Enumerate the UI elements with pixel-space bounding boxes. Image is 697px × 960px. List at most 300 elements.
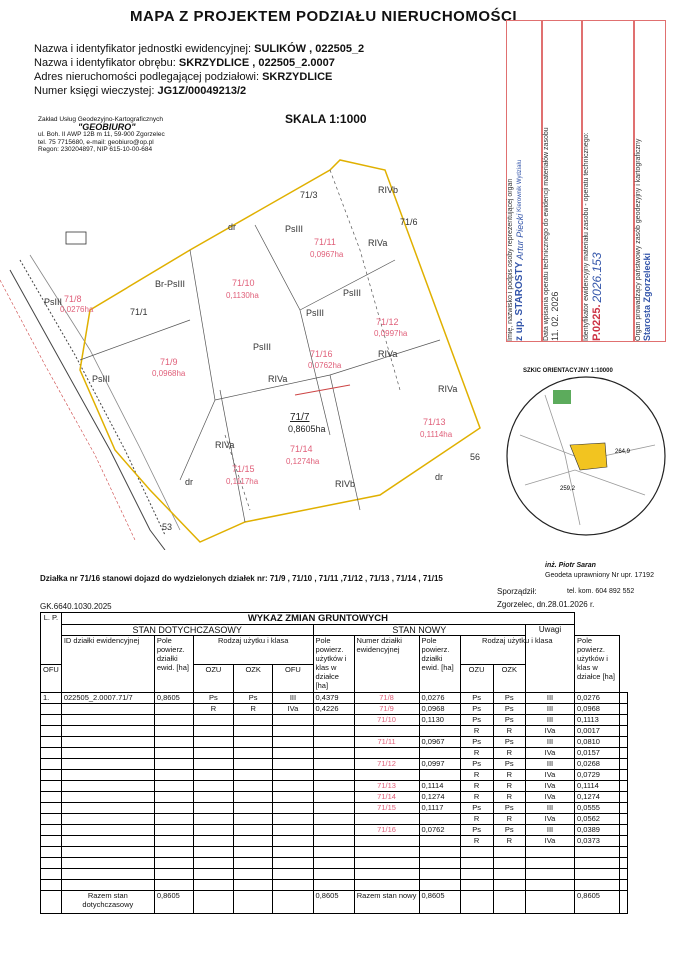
table-cell — [193, 869, 233, 880]
table-row — [41, 770, 628, 781]
table-cell — [354, 847, 419, 858]
table-cell — [460, 880, 493, 891]
map-label: 71/1 — [130, 307, 148, 317]
table-cell — [526, 858, 575, 869]
table-cell: R — [234, 704, 273, 715]
table-cell: Ps — [460, 693, 493, 704]
col-header-use: Rodzaj użytku i klasa — [193, 636, 313, 665]
table-cell: 0,4226 — [313, 704, 354, 715]
sum-old-label: Razem stan dotychczasowy — [61, 891, 154, 914]
table-cell — [620, 847, 628, 858]
table-cell — [575, 869, 620, 880]
table-cell — [419, 814, 460, 825]
table-row — [41, 825, 628, 836]
table-row — [41, 781, 628, 792]
table-cell — [313, 869, 354, 880]
sum-new-area: 0,8605 — [419, 891, 460, 914]
table-cell — [154, 803, 193, 814]
table-cell — [61, 770, 154, 781]
parcel-number: 71/11 — [314, 237, 336, 247]
table-cell — [61, 847, 154, 858]
table-cell — [273, 880, 313, 891]
table-cell — [154, 704, 193, 715]
table-cell — [193, 781, 233, 792]
table-cell: R — [460, 814, 493, 825]
col-header-new-use-area: Pole powierz. użytków i klas w działce [ha] — [575, 636, 620, 693]
table-cell: R — [493, 726, 525, 737]
parcel-area: 0,0968ha — [152, 369, 186, 378]
sketch-title: SZKIC ORIENTACYJNY 1:10000 — [523, 368, 613, 374]
table-row — [41, 726, 628, 737]
col-header-remarks: Uwagi — [526, 625, 575, 693]
table-cell — [193, 836, 233, 847]
office-name: "GEOBIURO" — [78, 121, 136, 132]
table-cell: IVa — [526, 726, 575, 737]
parcel-area: 0,1274ha — [286, 457, 320, 466]
table-row — [41, 858, 628, 869]
table-cell — [234, 792, 273, 803]
table-cell — [61, 836, 154, 847]
table-cell: Ps — [460, 715, 493, 726]
table-cell — [193, 814, 233, 825]
table-cell — [41, 726, 62, 737]
table-row — [41, 748, 628, 759]
sketch-height: 259,2 — [560, 486, 576, 492]
parcel-number: 71/8 — [64, 294, 82, 304]
table-cell — [354, 748, 419, 759]
case-number: GK.6640.1030.2025 — [40, 602, 112, 611]
table-cell — [154, 759, 193, 770]
table-cell: 71/8 — [354, 693, 419, 704]
table-cell — [273, 858, 313, 869]
map-label: RIVa — [215, 440, 235, 450]
map-label: 71/3 — [300, 190, 318, 200]
table-cell — [273, 792, 313, 803]
sum-new-use-area: 0,8605 — [575, 891, 620, 914]
map-label: 53 — [162, 522, 173, 532]
table-cell: R — [460, 792, 493, 803]
table-cell — [273, 781, 313, 792]
col-header-ofu: OFU — [41, 664, 62, 693]
main-parcel-number: 71/7 — [290, 412, 310, 423]
table-cell — [620, 792, 628, 803]
table-cell — [193, 770, 233, 781]
table-cell — [313, 715, 354, 726]
table-cell — [154, 880, 193, 891]
map-label: PsIII — [343, 288, 362, 298]
table-cell — [313, 825, 354, 836]
table-cell — [620, 693, 628, 704]
table-cell — [620, 715, 628, 726]
table-cell: 0,1114 — [419, 781, 460, 792]
table-cell — [620, 770, 628, 781]
table-cell — [273, 803, 313, 814]
table-cell — [61, 803, 154, 814]
table-cell — [61, 880, 154, 891]
table-cell: IVa — [526, 770, 575, 781]
table-cell — [273, 726, 313, 737]
table-cell: R — [460, 770, 493, 781]
table-cell — [154, 836, 193, 847]
parcel-area: 0,0762ha — [308, 361, 342, 370]
table-cell — [61, 869, 154, 880]
table-cell — [620, 880, 628, 891]
table-cell — [193, 880, 233, 891]
stamp-signature: Imię, nazwisko i podpis osoby reprezentującej organ z up. STAROSTY Artur Piecki Kierownik Wydziału — [506, 20, 542, 342]
table-cell: 71/16 — [354, 825, 419, 836]
table-cell — [419, 836, 460, 847]
table-cell — [273, 748, 313, 759]
table-cell — [154, 814, 193, 825]
col-header-new-area: Pole powierz. działki ewid. [ha] — [419, 636, 460, 693]
office-line: Zakład Usług Geodezyjno-Kartograficznych — [38, 116, 164, 123]
parcel-number: 71/16 — [310, 349, 333, 359]
table-cell — [273, 847, 313, 858]
table-cell — [61, 704, 154, 715]
table-cell: IVa — [526, 781, 575, 792]
stamp-date: Data wpisania operatu technicznego do ewidencji materiałów zasobu 11. 02. 2026 — [542, 20, 582, 342]
table-cell: III — [526, 759, 575, 770]
table-cell: Ps — [493, 825, 525, 836]
table-cell: Ps — [493, 759, 525, 770]
table-cell: 0,8605 — [154, 693, 193, 704]
table-row — [41, 814, 628, 825]
table-cell — [620, 759, 628, 770]
table-cell — [61, 748, 154, 759]
table-cell: R — [493, 836, 525, 847]
table-cell: 71/13 — [354, 781, 419, 792]
map-label: Br-PsIII — [155, 279, 186, 289]
table-cell: Ps — [493, 704, 525, 715]
table-cell: 0,0762 — [419, 825, 460, 836]
parcel-number: 71/9 — [160, 357, 178, 367]
table-cell — [234, 880, 273, 891]
table-cell — [193, 792, 233, 803]
map-label: PsIII — [92, 374, 111, 384]
main-parcel-area: 0,8605ha — [288, 424, 326, 434]
surveyor-name: inż. Piotr Saran — [545, 562, 596, 569]
table-cell — [61, 759, 154, 770]
table-cell: Ps — [234, 693, 273, 704]
table-cell — [313, 748, 354, 759]
table-cell — [313, 803, 354, 814]
table-cell: IVa — [526, 748, 575, 759]
table-cell: 71/12 — [354, 759, 419, 770]
parcel-area: 0,1117ha — [226, 477, 259, 486]
table-cell: III — [526, 803, 575, 814]
table-cell — [234, 770, 273, 781]
table-cell — [460, 847, 493, 858]
table-cell — [354, 836, 419, 847]
table-cell — [154, 847, 193, 858]
table-cell: III — [526, 825, 575, 836]
table-cell — [419, 880, 460, 891]
table-cell — [273, 869, 313, 880]
table-cell — [193, 759, 233, 770]
table-cell — [41, 770, 62, 781]
map-label: dr — [185, 477, 194, 487]
table-cell — [154, 726, 193, 737]
sum-old-area: 0,8605 — [154, 891, 193, 914]
table-cell: 0,0389 — [575, 825, 620, 836]
table-cell — [620, 781, 628, 792]
table-cell: 0,0968 — [575, 704, 620, 715]
table-cell — [234, 836, 273, 847]
table-cell: R — [460, 836, 493, 847]
table-cell: IVa — [526, 792, 575, 803]
table-cell — [493, 858, 525, 869]
col-header-area: Pole powierz. działki ewid. [ha] — [154, 636, 193, 693]
unit-value: SULIKÓW , 022505_2 — [254, 43, 365, 55]
map-label: PsIII — [44, 297, 63, 307]
table-cell: 022505_2.0007.71/7 — [61, 693, 154, 704]
parcel-number: 71/15 — [232, 464, 255, 474]
table-cell — [313, 759, 354, 770]
table-cell — [313, 880, 354, 891]
table-cell — [61, 792, 154, 803]
table-cell — [41, 803, 62, 814]
table-cell: 1. — [41, 693, 62, 704]
table-cell — [41, 715, 62, 726]
table-cell: 0,0268 — [575, 759, 620, 770]
table-cell — [575, 847, 620, 858]
sum-new-label: Razem stan nowy — [354, 891, 419, 914]
table-cell — [620, 748, 628, 759]
map-label: PsIII — [285, 224, 304, 234]
table-cell — [154, 748, 193, 759]
prepared-by-label: Sporządził: — [497, 587, 537, 596]
table-cell — [273, 814, 313, 825]
table-cell — [493, 869, 525, 880]
map-label: RIVa — [268, 374, 288, 384]
table-cell: 0,1117 — [419, 803, 460, 814]
table-cell — [41, 836, 62, 847]
parcel-area: 0,0967ha — [310, 250, 344, 259]
table-cell — [313, 770, 354, 781]
table-cell — [234, 759, 273, 770]
table-cell: III — [526, 704, 575, 715]
table-cell: R — [493, 748, 525, 759]
table-cell: Ps — [460, 803, 493, 814]
table-cell: R — [460, 748, 493, 759]
table-cell — [354, 814, 419, 825]
document-title: MAPA Z PROJEKTEM PODZIAŁU NIERUCHOMOŚCI — [130, 8, 518, 25]
col-header-ozu: OZU — [193, 664, 233, 693]
scale-label: SKALA 1:1000 — [285, 112, 367, 126]
table-cell — [154, 781, 193, 792]
table-cell — [354, 726, 419, 737]
table-cell: IVa — [526, 836, 575, 847]
table-cell — [41, 869, 62, 880]
address-row: Adres nieruchomości podlegającej podziałowi: SKRZYDLICE — [34, 71, 333, 83]
table-cell — [234, 781, 273, 792]
table-cell — [313, 792, 354, 803]
table-cell — [273, 715, 313, 726]
place-date: Zgorzelec, dn.28.01.2026 r. — [497, 600, 595, 609]
table-cell: Ps — [493, 693, 525, 704]
table-cell — [419, 726, 460, 737]
stamp-organ: Organ prowadzący państwowy zasób geodezyjny i kartograficzny Starosta Zgorzelecki — [634, 20, 666, 342]
office-block — [38, 116, 248, 154]
table-cell — [234, 825, 273, 836]
map-label: RIVa — [368, 238, 388, 248]
stamp-identifier: Identyfikator ewidencyjny materiału zasobu - operatu technicznego: P.0225. 2026.153 — [582, 20, 634, 342]
table-cell: 71/9 — [354, 704, 419, 715]
table-cell: R — [493, 814, 525, 825]
table-cell — [154, 715, 193, 726]
table-cell — [419, 748, 460, 759]
table-cell — [193, 825, 233, 836]
table-cell: 0,0373 — [575, 836, 620, 847]
col-header-new-use: Rodzaj użytku i klasa — [460, 636, 574, 665]
table-cell: Ps — [460, 759, 493, 770]
sketch-height: 264,9 — [615, 449, 631, 455]
table-cell — [273, 825, 313, 836]
table-cell: Ps — [460, 704, 493, 715]
table-cell: R — [193, 704, 233, 715]
table-cell — [313, 814, 354, 825]
table-cell — [234, 715, 273, 726]
table-cell — [273, 836, 313, 847]
table-cell — [41, 704, 62, 715]
registration-stamp — [506, 20, 666, 340]
col-header-ozu: OZU — [460, 664, 493, 693]
table-cell — [193, 737, 233, 748]
parcel-number: 71/10 — [232, 278, 255, 288]
table-cell — [61, 737, 154, 748]
table-row — [41, 869, 628, 880]
map-label: dr — [435, 472, 444, 482]
table-cell: Ps — [460, 825, 493, 836]
col-header-new-number: Numer działki ewidencyjnej — [354, 636, 419, 693]
parcel-map — [0, 150, 500, 550]
table-cell — [620, 803, 628, 814]
table-cell — [41, 781, 62, 792]
table-cell: R — [460, 726, 493, 737]
parcel-number: 71/12 — [376, 317, 399, 327]
table-cell: III — [526, 737, 575, 748]
table-cell — [234, 748, 273, 759]
table-cell — [61, 726, 154, 737]
table-cell: III — [526, 715, 575, 726]
col-header-lp: L. P. — [41, 613, 62, 665]
table-cell: IVa — [273, 704, 313, 715]
col-header-ofu: OFU — [273, 664, 313, 693]
table-cell — [419, 847, 460, 858]
table-cell — [273, 759, 313, 770]
table-cell — [313, 847, 354, 858]
table-cell — [234, 858, 273, 869]
map-label: 71/6 — [400, 217, 418, 227]
parcel-area: 0,1130ha — [226, 291, 259, 300]
table-cell — [234, 814, 273, 825]
map-label: RIVb — [335, 479, 356, 489]
table-cell: 0,0555 — [575, 803, 620, 814]
table-cell — [273, 737, 313, 748]
table-cell — [620, 869, 628, 880]
obreb-value: SKRZYDLICE , 022505_2.0007 — [178, 57, 335, 69]
table-cell — [575, 858, 620, 869]
table-cell: Ps — [460, 737, 493, 748]
table-cell: 0,0157 — [575, 748, 620, 759]
table-cell: 0,0968 — [419, 704, 460, 715]
table-cell: R — [493, 792, 525, 803]
table-cell — [234, 847, 273, 858]
address-value: SKRZYDLICE — [262, 71, 333, 83]
table-cell — [193, 726, 233, 737]
table-cell — [41, 748, 62, 759]
table-cell — [193, 715, 233, 726]
table-row — [41, 693, 628, 704]
table-cell — [193, 847, 233, 858]
office-line: ul. Boh. II AWP 12B m 11, 59-900 Zgorzelec — [38, 131, 165, 138]
map-label: RIVa — [438, 384, 458, 394]
table-cell — [41, 825, 62, 836]
table-cell: R — [460, 781, 493, 792]
table-cell: 0,1274 — [575, 792, 620, 803]
table-cell: Ps — [493, 715, 525, 726]
table-cell: 0,0017 — [575, 726, 620, 737]
table-cell — [154, 792, 193, 803]
table-cell — [620, 704, 628, 715]
table-row — [41, 715, 628, 726]
surveyor-role: Geodeta uprawniony Nr upr. 17192 — [545, 572, 654, 579]
map-label: RIVa — [378, 349, 398, 359]
obreb-row: Nazwa i identyfikator obrębu: SKRZYDLICE , 022505_2.0007 — [34, 57, 335, 69]
table-cell: Ps — [493, 803, 525, 814]
kw-value: JG1Z/00049213/2 — [157, 85, 247, 97]
table-cell — [620, 814, 628, 825]
table-cell: III — [273, 693, 313, 704]
col-header-ozk: OZK — [493, 664, 525, 693]
table-cell — [526, 847, 575, 858]
table-cell: 0,1113 — [575, 715, 620, 726]
table-row — [41, 847, 628, 858]
parcel-area: 0,1114ha — [420, 430, 453, 439]
table-cell — [354, 858, 419, 869]
col-header-ozk: OZK — [234, 664, 273, 693]
table-cell — [313, 836, 354, 847]
office-line: Regon: 230204897, NIP 615-10-00-684 — [38, 146, 153, 153]
table-cell: 0,1114 — [575, 781, 620, 792]
table-cell: 0,0729 — [575, 770, 620, 781]
building-shape — [66, 232, 86, 244]
table-cell: R — [493, 781, 525, 792]
table-row — [41, 759, 628, 770]
table-cell — [354, 770, 419, 781]
table-cell: 0,0810 — [575, 737, 620, 748]
table-row — [41, 792, 628, 803]
map-label: 56 — [470, 452, 481, 462]
table-cell — [41, 792, 62, 803]
col-header-use-area: Pole powierz. użytków i klas w działce [ha] — [313, 636, 354, 693]
table-cell — [61, 858, 154, 869]
table-cell — [493, 880, 525, 891]
table-cell — [154, 825, 193, 836]
table-cell — [41, 847, 62, 858]
table-cell — [419, 770, 460, 781]
table-cell — [620, 737, 628, 748]
table-cell — [41, 814, 62, 825]
section-new-state: STAN NOWY — [313, 625, 525, 636]
table-cell — [154, 770, 193, 781]
table-cell: 71/10 — [354, 715, 419, 726]
parcel-number: 71/13 — [423, 417, 446, 427]
access-note: Działka nr 71/16 stanowi dojazd do wydzielonych działek nr: 71/9 , 71/10 , 71/11 ,71/12 , 71/13 , 71/14 , 71/15 — [40, 574, 443, 583]
table-cell — [61, 825, 154, 836]
table-cell — [41, 880, 62, 891]
table-row — [41, 704, 628, 715]
